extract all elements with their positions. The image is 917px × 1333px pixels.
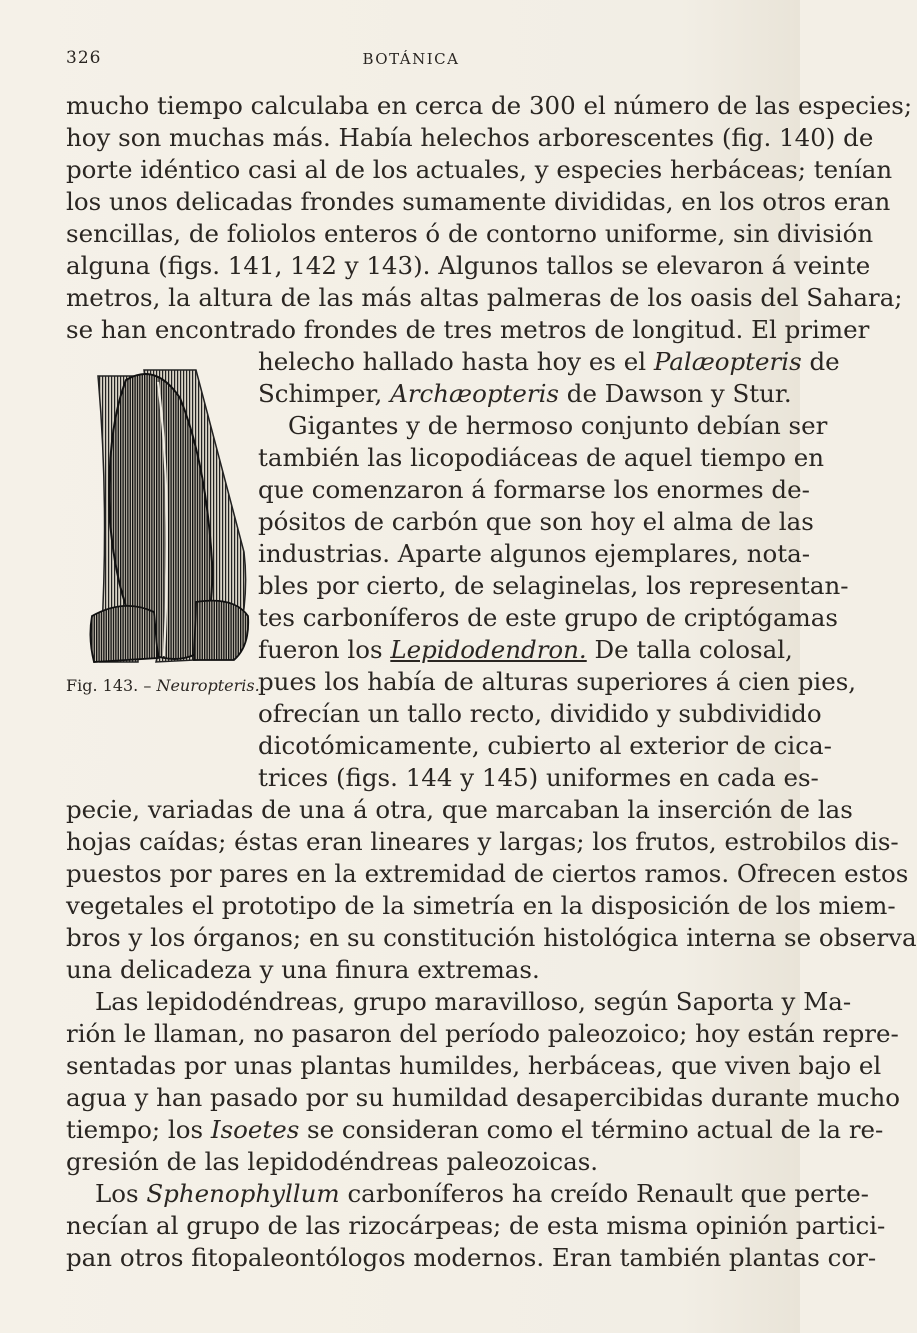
text-line: alguna (figs. 141, 142 y 143). Algunos tallos se elevaron á veinte bbox=[66, 251, 871, 280]
text-line: sencillas, de foliolos enteros ó de contorno uniforme, sin división bbox=[66, 219, 874, 248]
text-line: puestos por pares en la extremidad de ciertos ramos. Ofrecen estos bbox=[66, 859, 909, 888]
text-line: necían al grupo de las rizocárpeas; de esta misma opinión partici- bbox=[66, 1211, 886, 1240]
genus-name: Palæopteris bbox=[653, 347, 802, 376]
genus-name: Archæopteris bbox=[390, 379, 559, 408]
text-line: pósitos de carbón que son hoy el alma de las bbox=[258, 507, 814, 536]
text-line: rión le llaman, no pasaron del período paleozoico; hoy están repre- bbox=[66, 1019, 899, 1048]
text-line: porte idéntico casi al de los actuales, y especies herbáceas; tenían bbox=[66, 155, 893, 184]
text-line: también las licopodiáceas de aquel tiempo en bbox=[258, 443, 825, 472]
text-span: Los bbox=[95, 1179, 147, 1208]
genus-name: Isoetes bbox=[210, 1115, 300, 1144]
running-title: BOTÁNICA bbox=[362, 50, 460, 68]
text-line: dicotómicamente, cubierto al exterior de cica- bbox=[258, 731, 832, 760]
fossil-fern-illustration bbox=[84, 362, 254, 670]
text-line: agua y han pasado por su humildad desapercibidas durante mucho bbox=[66, 1083, 900, 1112]
genus-name: Sphenophyllum bbox=[146, 1179, 340, 1208]
text-line bbox=[258, 634, 793, 666]
text-line: ofrecían un tallo recto, dividido y subdividido bbox=[258, 699, 822, 728]
text-line: que comenzaron á formarse los enormes de- bbox=[258, 475, 810, 504]
text-span: de bbox=[801, 347, 840, 376]
text-line: trices (figs. 144 y 145) uniformes en cada es- bbox=[258, 763, 819, 792]
text-line bbox=[258, 346, 840, 378]
text-line: metros, la altura de las más altas palmeras de los oasis del Sahara; bbox=[66, 283, 903, 312]
caption-prefix: Fig. 143. – bbox=[66, 676, 152, 695]
text-line: hojas caídas; éstas eran lineares y largas; los frutos, estrobilos dis- bbox=[66, 827, 899, 856]
text-line: gresión de las lepidodéndreas paleozoicas. bbox=[66, 1147, 599, 1176]
text-line: hoy son muchas más. Había helechos arborescentes (fig. 140) de bbox=[66, 123, 874, 152]
text-line: mucho tiempo calculaba en cerca de 300 el número de las especies; bbox=[66, 91, 913, 120]
text-span: carboníferos ha creído Renault que perte- bbox=[339, 1179, 869, 1208]
page-header bbox=[66, 48, 766, 78]
text-span: se consideran como el término actual de la re- bbox=[299, 1115, 884, 1144]
genus-name: Lepidodendron. bbox=[390, 635, 587, 664]
text-span: fueron los bbox=[258, 635, 391, 664]
text-line bbox=[258, 378, 792, 410]
text-line: una delicadeza y una finura extremas. bbox=[66, 955, 540, 984]
text-span: Schimper, bbox=[258, 379, 391, 408]
text-line: bles por cierto, de selaginelas, los representan- bbox=[258, 571, 849, 600]
text-line: pan otros fitopaleontólogos modernos. Eran también plantas cor- bbox=[66, 1243, 877, 1272]
text-line: sentadas por unas plantas humildes, herbáceas, que viven bajo el bbox=[66, 1051, 882, 1080]
text-span: de Dawson y Stur. bbox=[558, 379, 792, 408]
text-line: tes carboníferos de este grupo de criptógamas bbox=[258, 603, 838, 632]
text-line: se han encontrado frondes de tres metros de longitud. El primer bbox=[66, 315, 870, 344]
text-line: vegetales el prototipo de la simetría en la disposición de los miem- bbox=[66, 891, 896, 920]
text-span: helecho hallado hasta hoy es el bbox=[258, 347, 654, 376]
text-line: pecie, variadas de una á otra, que marcaban la inserción de las bbox=[66, 795, 853, 824]
text-line: los unos delicadas frondes sumamente divididas, en los otros eran bbox=[66, 187, 891, 216]
text-line: bros y los órganos; en su constitución histológica interna se observa bbox=[66, 923, 917, 952]
text-span: tiempo; los bbox=[66, 1115, 211, 1144]
text-line: pues los había de alturas superiores á cien pies, bbox=[258, 667, 857, 696]
text-span: De talla colosal, bbox=[586, 635, 793, 664]
text-line: Gigantes y de hermoso conjunto debían ser bbox=[288, 411, 828, 440]
text-line: industrias. Aparte algunos ejemplares, nota- bbox=[258, 539, 810, 568]
text-line bbox=[66, 1114, 884, 1146]
fossil-fern-leaf-icon bbox=[84, 362, 254, 670]
text-line bbox=[95, 1178, 869, 1210]
caption-name: Neuropteris. bbox=[156, 676, 260, 695]
figure-caption bbox=[66, 676, 262, 695]
page-number: 326 bbox=[66, 48, 102, 68]
text-line: Las lepidodéndreas, grupo maravilloso, según Saporta y Ma- bbox=[95, 987, 852, 1016]
